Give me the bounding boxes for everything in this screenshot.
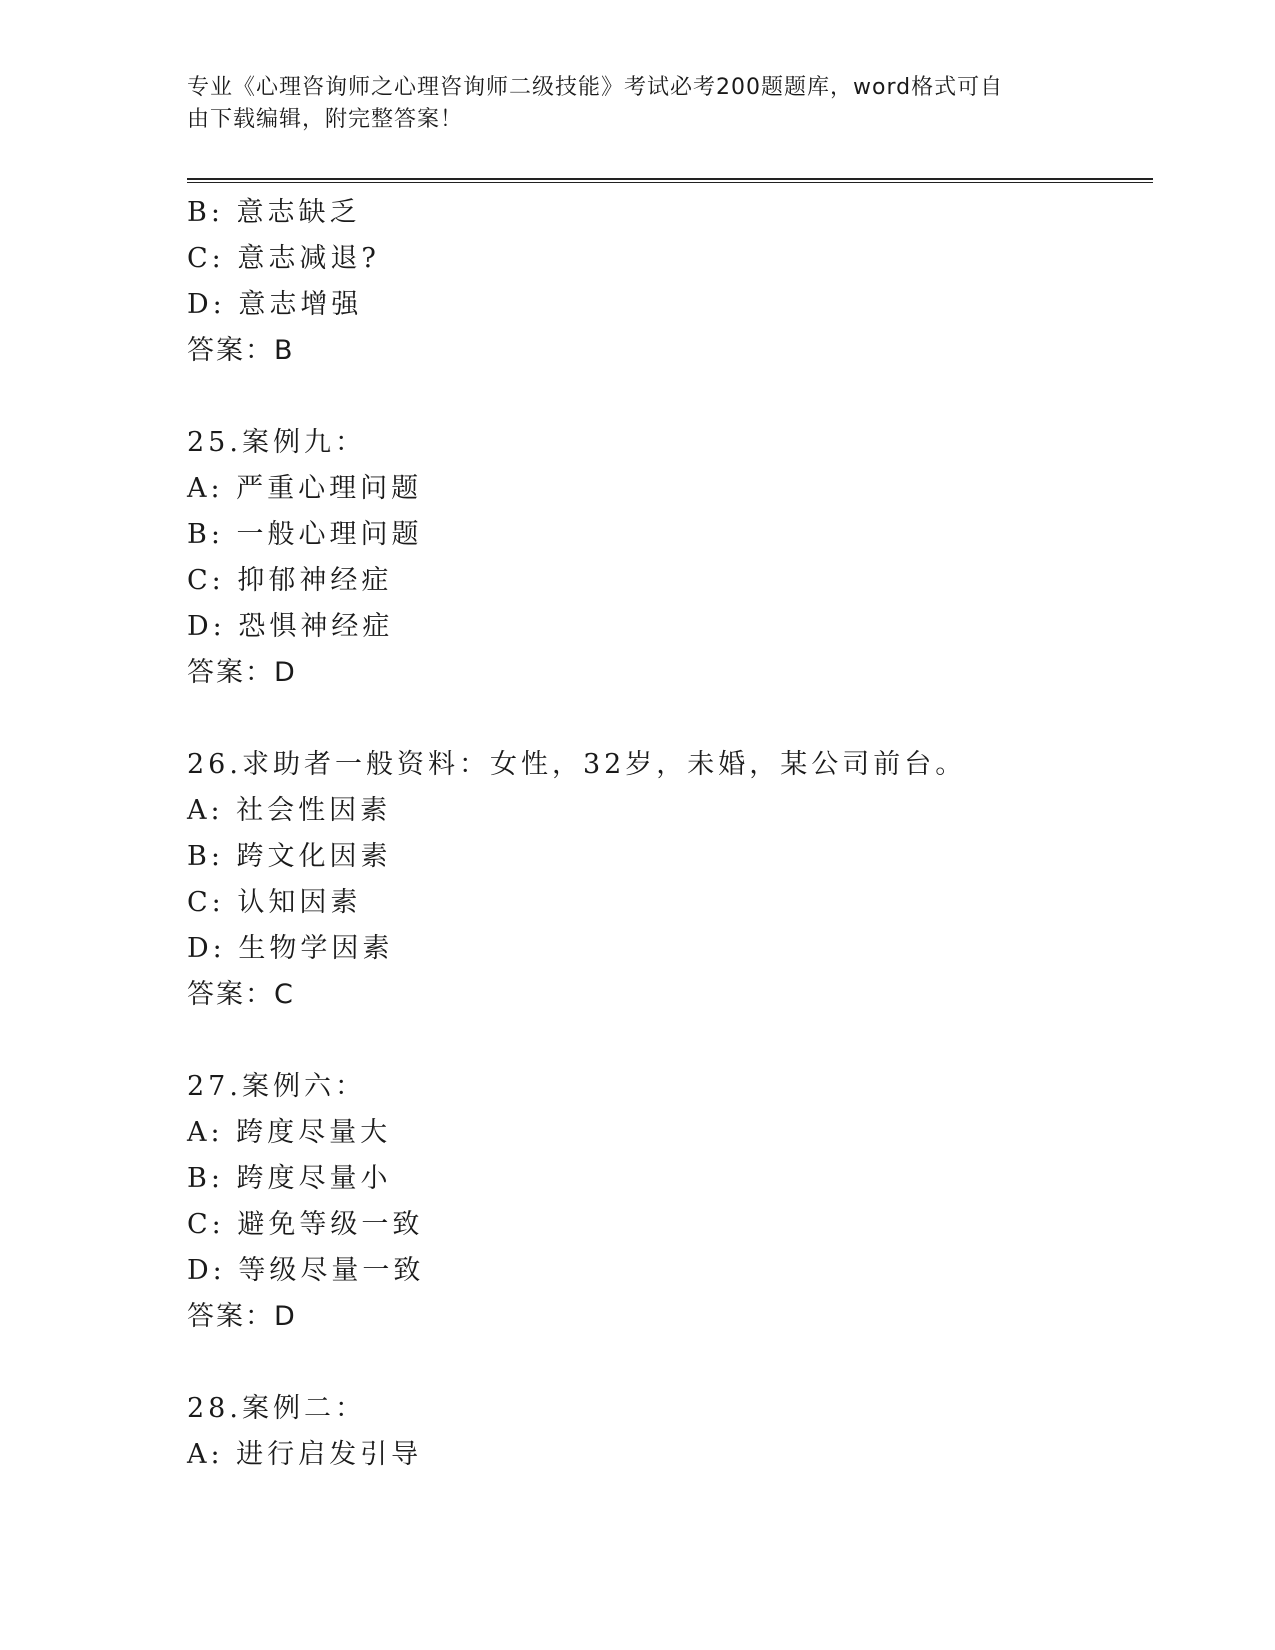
option-b: B: 跨文化因素 bbox=[187, 841, 392, 872]
header-divider bbox=[187, 178, 1153, 180]
question-list bbox=[187, 190, 1147, 1478]
option-d: D: 恐惧神经症 bbox=[187, 611, 394, 642]
option-d: D: 生物学因素 bbox=[187, 933, 394, 964]
spacer bbox=[187, 1018, 1147, 1064]
answer-line: 答案：C bbox=[187, 979, 295, 1010]
spacer bbox=[187, 1340, 1147, 1386]
answer-line: 答案：D bbox=[187, 1301, 297, 1332]
option-d: D: 等级尽量一致 bbox=[187, 1255, 425, 1286]
header-line-2: 由下载编辑，附完整答案！ bbox=[187, 107, 464, 132]
document-header bbox=[187, 72, 1087, 136]
option-c: C: 认知因素 bbox=[187, 887, 362, 918]
option-b: B: 跨度尽量小 bbox=[187, 1163, 392, 1194]
option-c: C: 抑郁神经症 bbox=[187, 565, 393, 596]
question-stem: 27.案例六： bbox=[187, 1071, 366, 1102]
option-a: A: 进行启发引导 bbox=[187, 1439, 423, 1470]
spacer bbox=[187, 374, 1147, 420]
option-c: C: 意志减退? bbox=[187, 243, 380, 274]
answer-line: 答案：D bbox=[187, 657, 297, 688]
option-a: A: 严重心理问题 bbox=[187, 473, 423, 504]
question-stem: 28.案例二： bbox=[187, 1393, 366, 1424]
option-a: A: 社会性因素 bbox=[187, 795, 392, 826]
option-b: B: 一般心理问题 bbox=[187, 519, 423, 550]
question-stem: 25.案例九： bbox=[187, 427, 366, 458]
answer-line: 答案：B bbox=[187, 335, 295, 366]
spacer bbox=[187, 696, 1147, 742]
option-b: B: 意志缺乏 bbox=[187, 197, 361, 228]
header-line-1: 专业《心理咨询师之心理咨询师二级技能》考试必考200题题库，word格式可自 bbox=[187, 75, 1004, 100]
option-d: D: 意志增强 bbox=[187, 289, 363, 320]
option-c: C: 避免等级一致 bbox=[187, 1209, 424, 1240]
question-stem: 26.求助者一般资料：女性，32岁，未婚，某公司前台。 bbox=[187, 749, 967, 780]
option-a: A: 跨度尽量大 bbox=[187, 1117, 392, 1148]
